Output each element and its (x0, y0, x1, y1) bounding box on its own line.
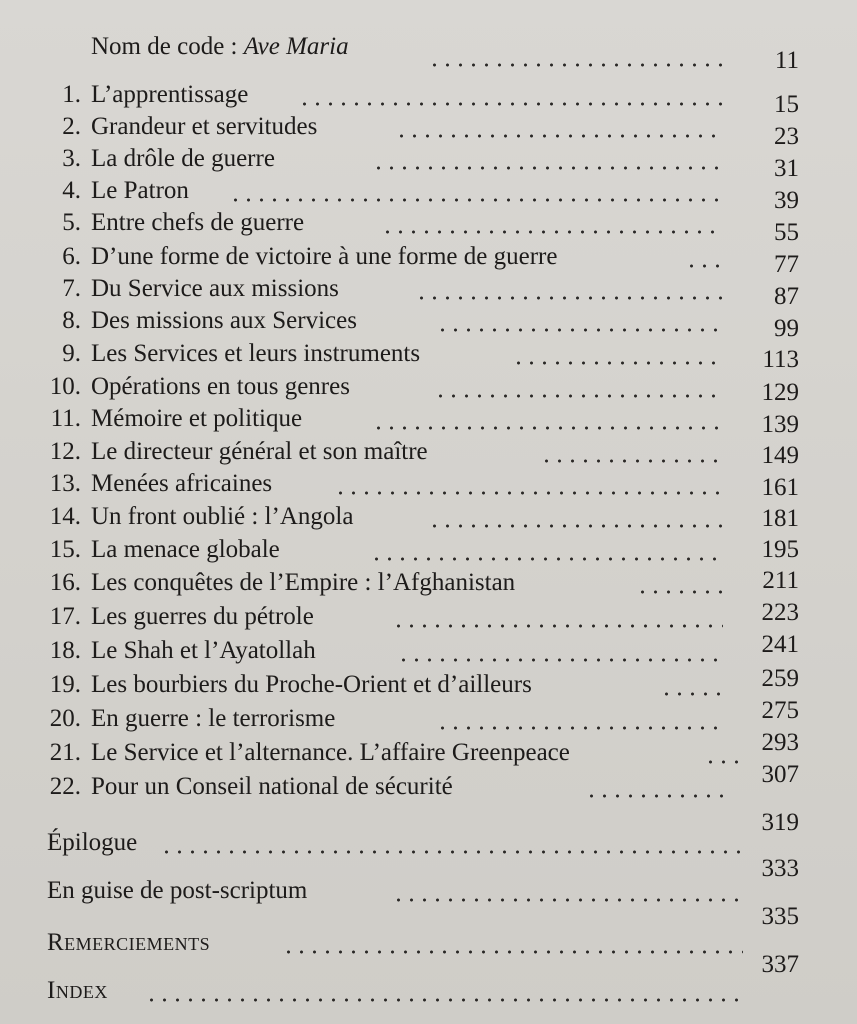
chapter-number: 18. (49, 637, 81, 664)
chapter-title: Un front oublié : l’Angola (91, 503, 354, 530)
chapter-page: 15 (774, 91, 799, 118)
toc-chapter-row (0, 729, 857, 772)
back-page: 333 (761, 855, 799, 882)
chapter-title: Mémoire et politique (91, 405, 303, 432)
chapter-number: 9. (62, 340, 81, 367)
chapter-page: 275 (761, 697, 799, 724)
toc-intro-title-prefix: Nom de code : (91, 33, 244, 60)
chapter-title: Opérations en tous genres (91, 373, 350, 400)
chapter-page: 129 (761, 379, 799, 406)
chapter-number: 3. (62, 145, 81, 172)
chapter-page: 31 (774, 155, 799, 182)
back-title: Index (47, 977, 108, 1004)
chapter-page: 241 (761, 631, 799, 658)
chapter-title: Entre chefs de guerre (91, 209, 305, 236)
toc-chapter-row (0, 535, 857, 569)
toc-chapter-row (0, 80, 857, 118)
toc-chapter-row (0, 437, 857, 471)
dot-leader (370, 556, 723, 562)
dot-leader (660, 691, 723, 697)
chapter-page: 23 (774, 123, 799, 150)
toc-chapter-row (0, 404, 857, 438)
chapter-title: Le Patron (91, 177, 189, 204)
toc-back-row (0, 951, 857, 1010)
toc-chapter-row (0, 568, 857, 602)
back-page: 319 (761, 809, 799, 836)
dot-leader (585, 793, 733, 799)
chapter-title: Le Shah et l’Ayatollah (91, 637, 316, 664)
chapter-title: Les bourbiers du Proche-Orient et d’ailleurs (91, 671, 532, 698)
chapter-title: Les conquêtes de l’Empire : l’Afghanistan (91, 569, 516, 596)
chapter-number: 5. (62, 209, 81, 236)
back-title: Remerciements (47, 929, 211, 956)
toc-chapter-row (0, 306, 857, 340)
dot-leader (334, 490, 723, 496)
toc-chapter-row (0, 469, 857, 503)
chapter-title: L’apprentissage (91, 81, 249, 108)
toc-chapter-row (0, 372, 857, 406)
chapter-number: 16. (49, 569, 81, 596)
dot-leader (298, 101, 723, 107)
toc-chapter-row (0, 208, 857, 246)
toc-intro-leader (428, 62, 723, 68)
chapter-title: Grandeur et servitudes (91, 113, 318, 140)
back-title: Épilogue (47, 829, 138, 856)
chapter-page: 259 (761, 665, 799, 692)
dot-leader (685, 263, 723, 269)
chapter-page: 87 (774, 283, 799, 310)
chapter-page: 99 (774, 315, 799, 342)
toc-intro-title (91, 32, 349, 62)
chapter-page: 139 (761, 411, 799, 438)
chapter-number: 14. (49, 503, 81, 530)
chapter-title: Les guerres du pétrole (91, 603, 314, 630)
toc-chapter-row (0, 242, 857, 276)
toc-chapter-row (0, 112, 857, 150)
chapter-page: 195 (761, 536, 799, 563)
toc-chapter-row (0, 339, 857, 373)
back-page: 337 (761, 951, 799, 978)
dot-leader (395, 133, 723, 139)
chapter-number: 13. (49, 470, 81, 497)
toc-chapter-row (0, 697, 857, 738)
chapter-page: 39 (774, 187, 799, 214)
chapter-title: Pour un Conseil national de sécurité (91, 773, 453, 800)
toc-intro-title-italic: Ave Maria (243, 33, 349, 60)
toc-chapter-row (0, 761, 857, 806)
dot-leader (436, 327, 723, 333)
chapter-number: 20. (49, 705, 81, 732)
chapter-number: 17. (49, 603, 81, 630)
chapter-page: 113 (762, 346, 799, 373)
chapter-page: 293 (761, 729, 799, 756)
dot-leader (436, 725, 723, 731)
dot-leader (392, 897, 743, 903)
toc-chapter-row (0, 144, 857, 182)
chapter-page: 181 (761, 505, 799, 532)
dot-leader (145, 997, 743, 1003)
chapter-number: 10. (49, 373, 81, 400)
toc-intro-page: 11 (774, 47, 799, 74)
toc-chapter-row (0, 599, 857, 636)
toc-chapter-row (0, 665, 857, 704)
toc-back-row (0, 809, 857, 862)
chapter-number: 22. (49, 773, 81, 800)
toc-chapter-row (0, 631, 857, 670)
chapter-number: 12. (49, 438, 81, 465)
chapter-title: Des missions aux Services (91, 307, 357, 334)
chapter-title: Les Services et leurs instruments (91, 340, 421, 367)
chapter-page: 211 (762, 567, 799, 594)
chapter-title: Le directeur général et son maître (91, 438, 428, 465)
dot-leader (372, 425, 723, 431)
chapter-number: 11. (50, 405, 81, 432)
chapter-page: 149 (761, 442, 799, 469)
toc-back-row (0, 855, 857, 910)
chapter-title: Du Service aux missions (91, 275, 339, 302)
dot-leader (392, 623, 723, 629)
chapter-page: 223 (761, 599, 799, 626)
chapter-number: 2. (62, 113, 81, 140)
dot-leader (381, 229, 723, 235)
chapter-page: 55 (774, 219, 799, 246)
chapter-number: 1. (62, 81, 81, 108)
chapter-page: 307 (761, 761, 799, 788)
dot-leader (512, 360, 723, 366)
dot-leader (372, 165, 723, 171)
chapter-title: La menace globale (91, 536, 280, 563)
dot-leader (229, 197, 723, 203)
dot-leader (704, 759, 742, 765)
chapter-number: 7. (62, 275, 81, 302)
chapter-number: 19. (49, 671, 81, 698)
chapter-title: En guerre : le terrorisme (91, 705, 336, 732)
chapter-page: 161 (761, 474, 799, 501)
back-page: 335 (761, 903, 799, 930)
dot-leader (397, 657, 723, 663)
chapter-number: 6. (62, 243, 81, 270)
chapter-number: 21. (49, 739, 81, 766)
chapter-number: 4. (62, 177, 81, 204)
dot-leader (434, 393, 723, 399)
chapter-number: 15. (49, 536, 81, 563)
toc-chapter-row (0, 502, 857, 536)
chapter-title: La drôle de guerre (91, 145, 275, 172)
chapter-number: 8. (62, 307, 81, 334)
chapter-title: Menées africaines (91, 470, 273, 497)
toc-chapter-row (0, 176, 857, 214)
back-title: En guise de post-scriptum (47, 877, 308, 904)
dot-leader (428, 523, 723, 529)
toc-chapter-row (0, 274, 857, 308)
dot-leader (282, 949, 743, 955)
dot-leader (415, 295, 723, 301)
chapter-title: D’une forme de victoire à une forme de guerre (91, 243, 558, 270)
dot-leader (636, 589, 723, 595)
chapter-title: Le Service et l’alternance. L’affaire Greenpeace (91, 739, 570, 766)
dot-leader (160, 849, 743, 855)
toc-intro-row (0, 32, 857, 74)
chapter-page: 77 (774, 251, 799, 278)
toc-back-row (0, 903, 857, 962)
dot-leader (540, 458, 723, 464)
